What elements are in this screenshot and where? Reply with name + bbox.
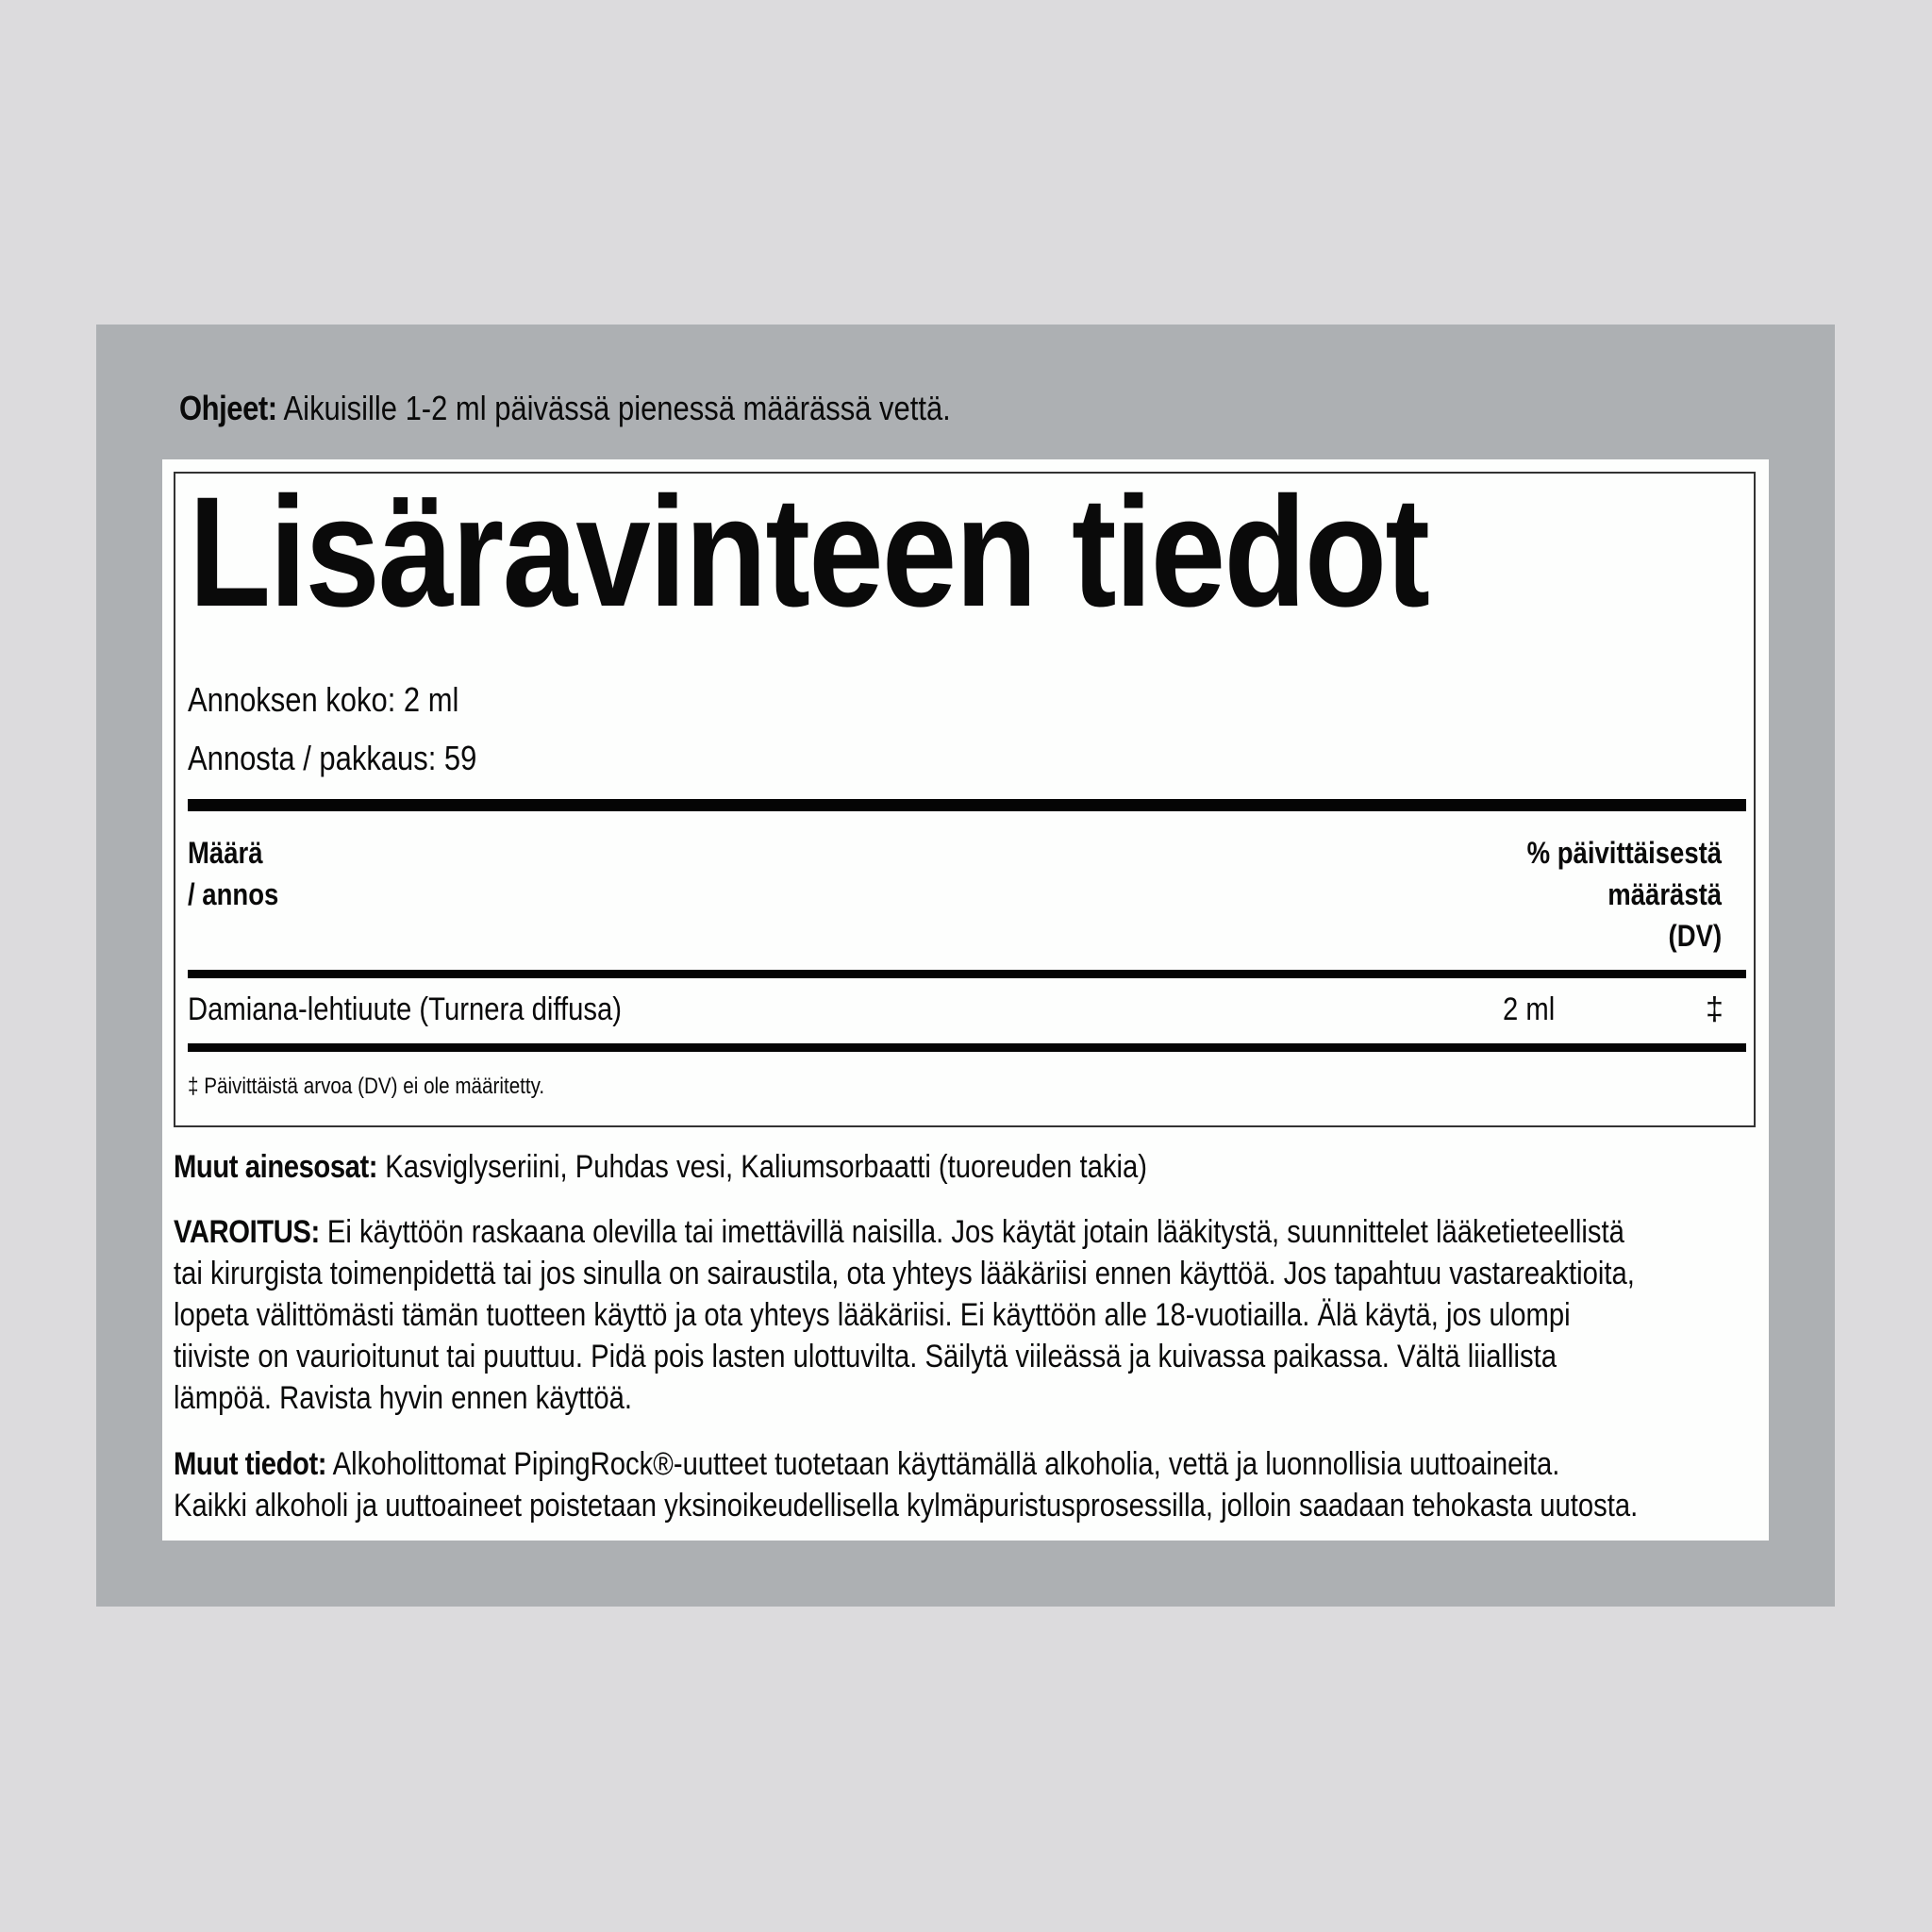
daily-value-header [1527, 832, 1722, 957]
other-ingredients [174, 1146, 1756, 1188]
header-left-line-2: / annos [188, 877, 279, 911]
header-left-line-1: Määrä [188, 836, 263, 870]
warning-label: VAROITUS: [174, 1214, 320, 1250]
header-right-line-2: määrästä [1607, 877, 1722, 911]
header-right-line-3: (DV) [1668, 919, 1722, 953]
other-info-label: Muut tiedot: [174, 1446, 327, 1482]
supplement-facts-box [174, 465, 1756, 1127]
serving-size [188, 679, 458, 721]
other-ingredients-text: Kasviglyseriini, Puhdas vesi, Kaliumsorbaatti (tuoreuden takia) [377, 1149, 1147, 1185]
directions-label: Ohjeet: [179, 389, 277, 427]
ingredient-daily-value: ‡ [1706, 991, 1724, 1027]
warning [174, 1211, 1756, 1419]
other-ingredients-label: Muut ainesosat: [174, 1149, 378, 1185]
other-info [174, 1443, 1756, 1526]
thick-divider-top [188, 799, 1746, 811]
warning-line-4: tiiviste on vaurioitunut tai puuttuu. Pidä pois lasten ulottuvilta. Säilytä viileässä ja kuivassa paikassa. Vältä liiallista [174, 1339, 1557, 1374]
other-info-line-1: Alkoholittomat PipingRock®-uutteet tuotetaan käyttämällä alkoholia, vettä ja luonnollisia uuttoaineita. [326, 1446, 1560, 1482]
warning-line-1: Ei käyttöön raskaana olevilla tai imettävillä naisilla. Jos käytät jotain lääkitystä, suunnittelet lääketieteellistä [319, 1214, 1624, 1250]
supplement-facts-title: Lisäravinteen tiedot [189, 465, 1429, 640]
amount-per-serving-header [188, 832, 278, 915]
ingredient-name: Damiana-lehtiuute (Turnera diffusa) [188, 991, 622, 1027]
servings-per-container: Annosta / pakkaus: 59 [188, 739, 477, 777]
warning-line-5: lämpöä. Ravista hyvin ennen käyttöä. [174, 1380, 632, 1416]
directions-text: Aikuisille 1-2 ml päivässä pienessä määrässä vettä. [276, 389, 951, 427]
warning-line-2: tai kirurgista toimenpidettä tai jos sinulla on sairaustila, ota yhteys lääkäriisi ennen käyttöä. Jos tapahtuu vastareaktioita, [174, 1256, 1635, 1291]
serving-size-text: Annoksen koko: 2 ml [188, 680, 459, 719]
header-right-line-1: % päivittäisestä [1526, 836, 1722, 870]
warning-line-3: lopeta välittömästi tämän tuotteen käyttö ja ota yhteys lääkäriisi. Ei käyttöön alle 18-vuotiailla. Älä käytä, jos ulompi [174, 1297, 1571, 1333]
directions [179, 385, 951, 432]
ingredient-amount: 2 ml [1503, 991, 1556, 1027]
dv-footnote: ‡ Päivittäistä arvoa (DV) ei ole määritetty. [188, 1074, 545, 1099]
other-info-line-2: Kaikki alkoholi ja uuttoaineet poistetaan yksinoikeudellisella kylmäpuristusprosessilla, jolloin saadaan tehokasta uutosta. [174, 1488, 1639, 1524]
thick-divider-middle [188, 970, 1746, 978]
thick-divider-bottom [188, 1043, 1746, 1052]
